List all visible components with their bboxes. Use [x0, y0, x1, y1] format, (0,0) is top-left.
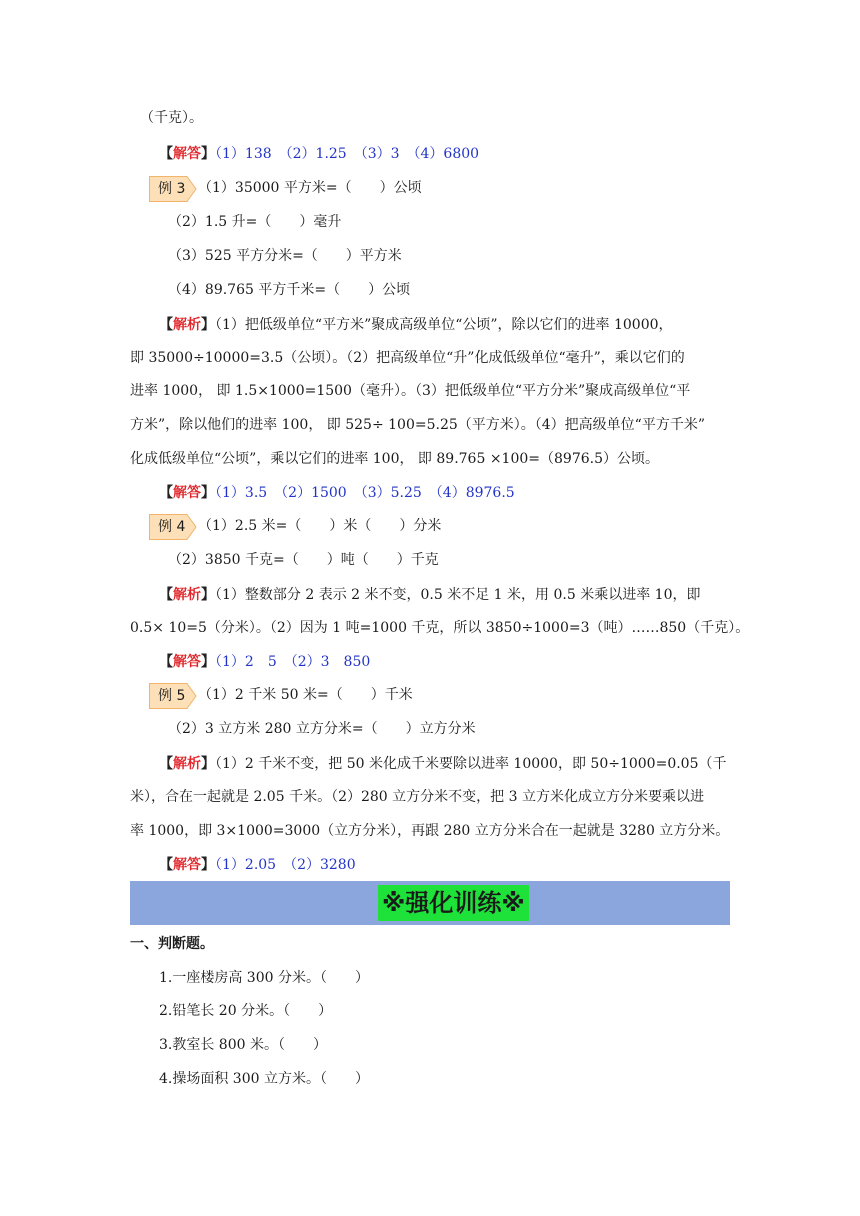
example-label: 例 4 — [158, 519, 186, 535]
answer-line — [159, 483, 515, 503]
answer-text: （1）138 （2）1.25 （3）3 （4）6800 — [215, 146, 480, 162]
question-line: （2）3 立方米 280 立方分米=（ ）立方分米 — [168, 721, 476, 737]
analysis-line: 即 35000÷10000=3.5（公顷）。（2）把高级单位“升”化成低级单位“毫升”，乘以它们的 — [130, 350, 685, 366]
example-badge-4 — [149, 514, 197, 540]
question-line: （1）35000 平方米=（ ）公顷 — [198, 180, 422, 196]
answer-tag: 【解答】 — [159, 146, 215, 162]
question-line: （1）2 千米 50 米=（ ）千米 — [198, 687, 413, 703]
answer-tag: 【解答】 — [159, 485, 215, 501]
analysis-line: 0.5× 10=5（分米）。（2）因为 1 吨=1000 千克，所以 3850÷1000=3（吨）……850（千克）。 — [130, 620, 750, 636]
example-badge-5 — [149, 683, 197, 709]
answer-tag: 【解答】 — [159, 857, 215, 873]
answer-text: （1）2 5 （2）3 850 — [215, 654, 371, 670]
list-item: 3.教室长 800 米。（ ） — [159, 1037, 327, 1053]
analysis-line: 【解析】（1）2 千米不变，把 50 米化成千米要除以进率 10000，即 50÷1000=0.05（千 — [159, 756, 727, 772]
analysis-tag: 【解析】 — [159, 587, 215, 603]
analysis-line: 进率 1000， 即 1.5×1000=1500（毫升）。（3）把低级单位“平方分米”聚成高级单位“平 — [130, 383, 691, 399]
answer-line — [159, 855, 356, 875]
answer-line-prev — [159, 144, 479, 164]
example-label: 例 3 — [158, 181, 186, 197]
section-heading: 一、判断题。 — [130, 936, 214, 952]
question-line: （1）2.5 米=（ ）米（ ）分米 — [198, 518, 442, 534]
analysis-tag: 【解析】 — [159, 756, 215, 772]
example-badge-3 — [149, 176, 197, 202]
analysis-line: 【解析】（1）整数部分 2 表示 2 米不变，0.5 米不足 1 米，用 0.5 米乘以进率 10，即 — [159, 587, 701, 603]
answer-text: （1）3.5 （2）1500 （3）5.25 （4）8976.5 — [215, 485, 515, 501]
question-line: （4）89.765 平方千米=（ ）公顷 — [168, 282, 411, 298]
question-line: （3）525 平方分米=（ ）平方米 — [168, 248, 402, 264]
list-item: 2.铅笔长 20 分米。（ ） — [159, 1003, 333, 1019]
analysis-line: 【解析】（1）把低级单位“平方米”聚成高级单位“公顷”，除以它们的进率 10000， — [159, 317, 673, 333]
analysis-line: 化成低级单位“公顷”，乘以它们的进率 100， 即 89.765 ×100=（8976.5）公顷。 — [130, 451, 659, 467]
analysis-line: 方米”，除以他们的进率 100， 即 525÷ 100=5.25（平方米）。（4）把高级单位“平方千米” — [130, 417, 705, 433]
answer-tag: 【解答】 — [159, 654, 215, 670]
example-label: 例 5 — [158, 688, 186, 704]
continued-text: （千克）。 — [140, 110, 203, 126]
analysis-line: 米），合在一起就是 2.05 千米。（2）280 立方分米不变，把 3 立方米化成立方分米要乘以进 — [130, 789, 704, 805]
question-line: （2）1.5 升=（ ）毫升 — [168, 214, 342, 230]
list-item: 4.操场面积 300 立方米。（ ） — [159, 1071, 369, 1087]
banner-title: ※强化训练※ — [378, 885, 529, 921]
answer-line — [159, 652, 370, 672]
list-item: 1.一座楼房高 300 分米。（ ） — [159, 970, 369, 986]
analysis-tag: 【解析】 — [159, 317, 215, 333]
analysis-line: 率 1000，即 3×1000=3000（立方分米），再跟 280 立方分米合在一起就是 3280 立方分米。 — [130, 823, 730, 839]
question-line: （2）3850 千克=（ ）吨（ ）千克 — [168, 552, 439, 568]
answer-text: （1）2.05 （2）3280 — [215, 857, 356, 873]
section-banner — [130, 881, 730, 925]
